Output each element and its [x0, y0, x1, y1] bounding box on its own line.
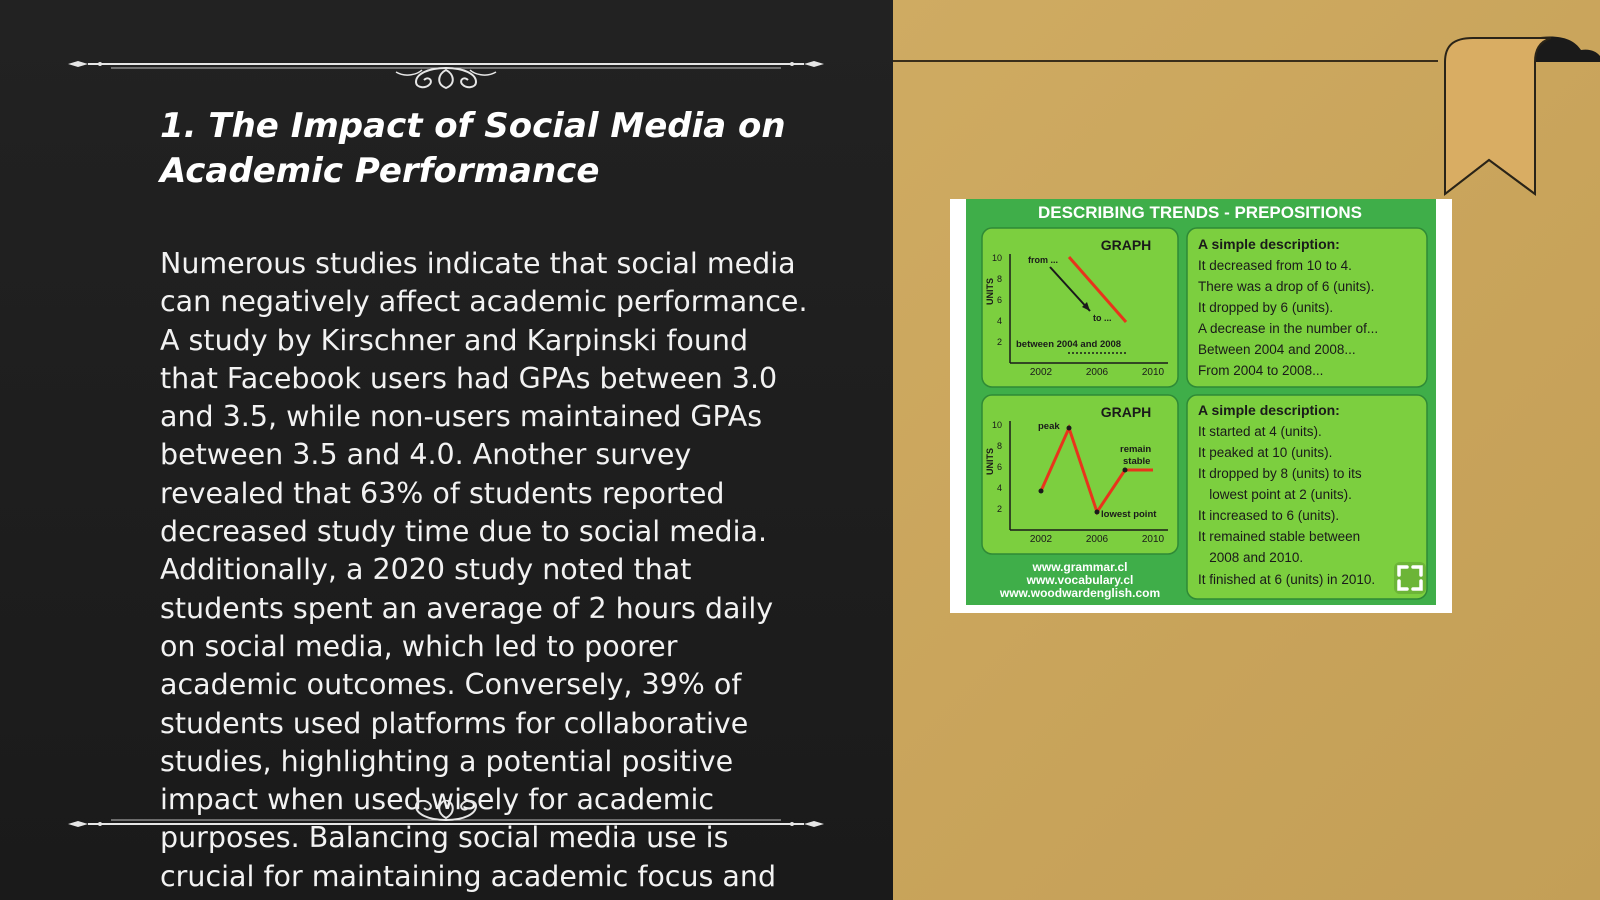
scroll-ornament-top	[66, 44, 826, 90]
description2-line: 2008 and 2010.	[1198, 550, 1304, 565]
credit-line: www.vocabulary.cl	[1026, 573, 1134, 587]
scroll-ornament-bottom	[66, 800, 826, 846]
graph1-y-axis-label: UNITS	[985, 278, 995, 305]
graph2-xtick: 2006	[1085, 534, 1109, 545]
body-line: Additionally, a 2020 study noted that	[160, 553, 692, 587]
graph2-label: GRAPH	[1100, 404, 1152, 420]
description1-line: A decrease in the number of...	[1198, 321, 1379, 336]
description1-line: From 2004 to 2008...	[1198, 363, 1324, 378]
graph2-annotation-stable: stable	[1123, 456, 1151, 467]
infographic-header: DESCRIBING TRENDS - PREPOSITIONS	[1038, 203, 1362, 222]
description2-line: It remained stable between	[1198, 529, 1361, 544]
graph1-ytick: 8	[996, 274, 1002, 284]
graph1-xtick: 2006	[1085, 367, 1109, 378]
trends-prepositions-image	[950, 199, 1452, 613]
credit-line: www.grammar.cl	[1032, 560, 1128, 574]
slide-title-line-2: Academic Performance	[160, 151, 600, 191]
graph1-annotation-between: between 2004 and 2008	[1016, 339, 1122, 350]
body-line: decreased study time due to social media.	[160, 515, 768, 549]
graph2-ytick: 2	[996, 504, 1002, 514]
body-line: between 3.5 and 4.0. Another survey	[160, 438, 692, 472]
graph1-xtick: 2010	[1141, 367, 1165, 378]
graph1-label: GRAPH	[1100, 237, 1152, 253]
body-line: A study by Kirschner and Karpinski found	[160, 323, 749, 357]
body-line: that Facebook users had GPAs between 3.0	[160, 361, 778, 395]
graph2-y-axis-label: UNITS	[985, 448, 995, 475]
body-line: academic outcomes. Conversely, 39% of	[160, 668, 742, 702]
graph2-ytick: 6	[996, 462, 1002, 472]
body-line: and 3.5, while non-users maintained GPAs	[160, 400, 763, 434]
expand-icon[interactable]	[1394, 562, 1426, 594]
graph1-ytick: 4	[996, 316, 1002, 326]
body-line: studies, highlighting a potential positive	[160, 744, 734, 778]
graph2-xtick: 2002	[1029, 534, 1053, 545]
body-line: students used platforms for collaborative	[160, 706, 749, 740]
graph1-ytick: 2	[996, 337, 1002, 347]
graph2-ytick: 10	[991, 420, 1002, 430]
graph2-annotation-peak: peak	[1038, 421, 1060, 432]
body-line: revealed that 63% of students reported	[160, 476, 725, 510]
decorative-divider-line	[893, 60, 1438, 62]
description1-line: It dropped by 6 (units).	[1198, 300, 1334, 315]
description2-heading: A simple description:	[1198, 402, 1340, 418]
description2-line: It started at 4 (units).	[1198, 424, 1322, 439]
description2-line: It finished at 6 (units) in 2010.	[1198, 572, 1376, 587]
slide-title-line-1: 1. The Impact of Social Media on	[160, 106, 786, 146]
graph1-annotation-from: from ...	[1028, 255, 1059, 265]
bookmark-ribbon-icon	[1433, 36, 1600, 200]
description1-line: There was a drop of 6 (units).	[1198, 279, 1375, 294]
description1-line: It decreased from 10 to 4.	[1198, 258, 1352, 273]
body-line: Numerous studies indicate that social media	[160, 247, 796, 280]
description2-line: It dropped by 8 (units) to its	[1198, 466, 1362, 481]
body-line: can negatively affect academic performance.	[160, 285, 808, 319]
graph1-xtick: 2002	[1029, 367, 1053, 378]
body-line: on social media, which led to poorer	[160, 629, 678, 663]
graph2-ytick: 4	[996, 483, 1002, 493]
graph2-annotation-lowest: lowest point	[1101, 509, 1157, 520]
graph2-xtick: 2010	[1141, 534, 1165, 545]
body-line: students spent an average of 2 hours daily	[160, 591, 774, 625]
description1-line: Between 2004 and 2008...	[1198, 342, 1356, 357]
graph1-ytick: 6	[996, 295, 1002, 305]
graph2-annotation-remain: remain	[1120, 444, 1152, 455]
body-line: purposes. Balancing social media use is	[160, 821, 729, 855]
body-line: crucial for maintaining academic focus and	[160, 859, 777, 893]
trends-infographic	[950, 199, 1452, 613]
description2-line: It peaked at 10 (units).	[1198, 445, 1333, 460]
description2-line: lowest point at 2 (units).	[1198, 487, 1352, 502]
description1-heading: A simple description:	[1198, 236, 1340, 252]
slide-body-text	[160, 245, 850, 896]
credit-line: www.woodwardenglish.com	[999, 586, 1161, 600]
slide-title	[160, 104, 850, 194]
graph2-ytick: 8	[996, 441, 1002, 451]
description2-line: It increased to 6 (units).	[1198, 508, 1340, 523]
graph1-ytick: 10	[991, 253, 1002, 263]
body-line: impact when used wisely for academic	[160, 783, 715, 817]
graph1-annotation-to: to ...	[1093, 313, 1112, 323]
